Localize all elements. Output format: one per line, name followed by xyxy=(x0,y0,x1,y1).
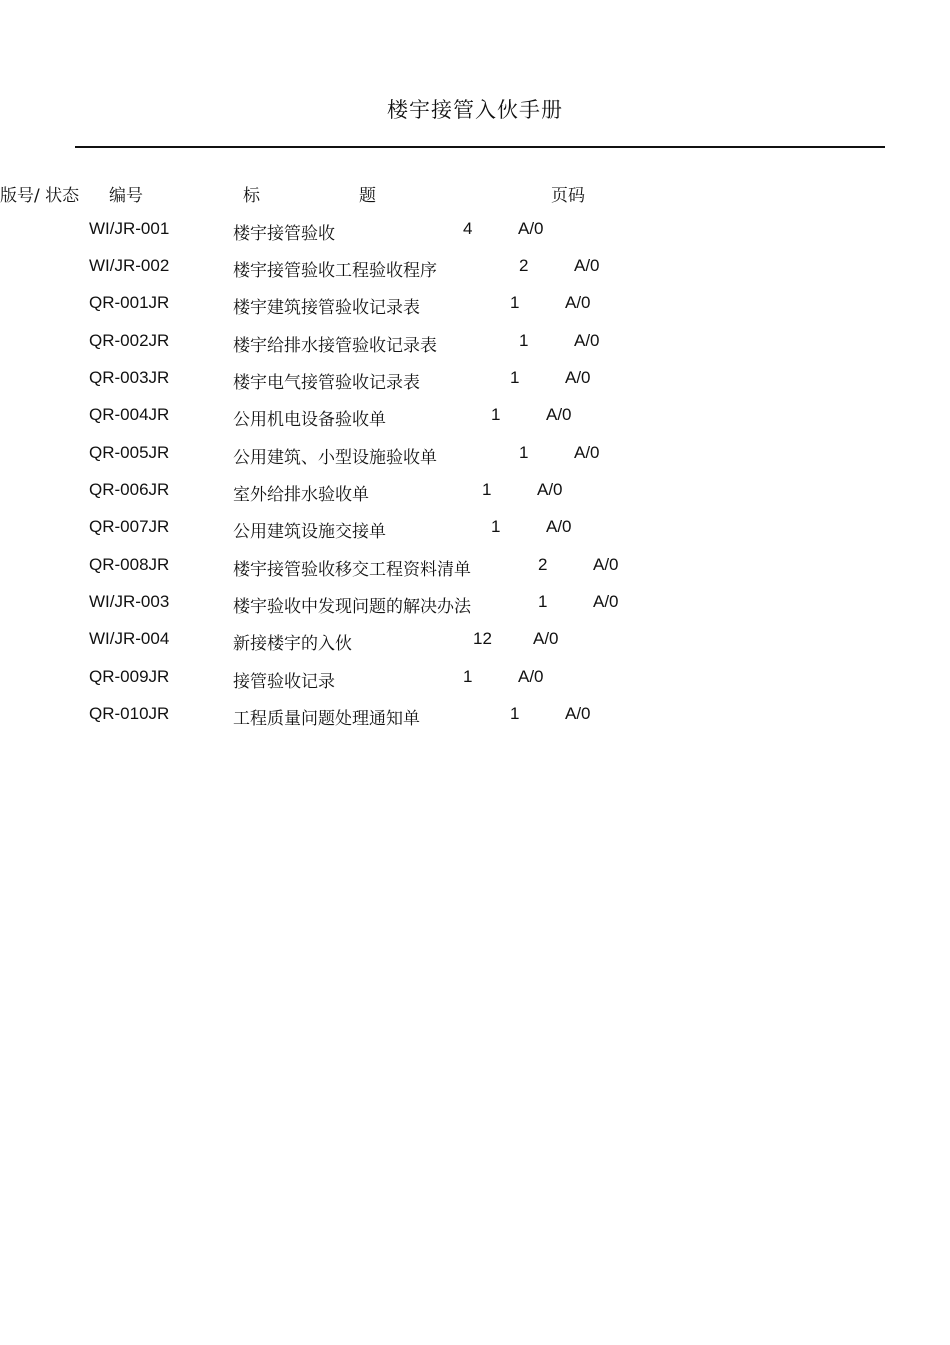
row-title: 工程质量问题处理通知单 xyxy=(233,709,420,729)
row-version: A/0 xyxy=(593,555,619,574)
row-title: 楼宇电气接管验收记录表 xyxy=(233,373,420,393)
row-version: A/0 xyxy=(518,667,544,686)
row-version: A/0 xyxy=(518,219,544,238)
row-page: 1 xyxy=(491,517,501,536)
row-version: A/0 xyxy=(546,405,572,424)
document-title: 楼宇接管入伙手册 xyxy=(387,98,563,122)
header-title-char2: 题 xyxy=(359,186,376,206)
row-version: A/0 xyxy=(565,704,591,723)
header-code: 编号 xyxy=(109,186,143,206)
row-version: A/0 xyxy=(546,517,572,536)
table-row xyxy=(0,704,950,728)
table-row xyxy=(0,555,950,579)
row-code: QR-008JR xyxy=(89,555,170,574)
row-code: QR-007JR xyxy=(89,517,170,536)
row-page: 1 xyxy=(510,704,520,723)
row-code: QR-009JR xyxy=(89,667,170,686)
row-version: A/0 xyxy=(537,480,563,499)
table-row xyxy=(0,368,950,392)
table-row xyxy=(0,219,950,243)
row-code: WI/JR-003 xyxy=(89,592,170,611)
row-page: 1 xyxy=(519,331,529,350)
table-row xyxy=(0,517,950,541)
row-page: 1 xyxy=(510,368,520,387)
table-row xyxy=(0,405,950,429)
row-version: A/0 xyxy=(565,293,591,312)
row-title: 楼宇接管验收 xyxy=(233,224,335,244)
row-page: 2 xyxy=(538,555,548,574)
row-title: 楼宇验收中发现问题的解决办法 xyxy=(233,597,471,617)
row-page: 1 xyxy=(510,293,520,312)
row-code: WI/JR-002 xyxy=(89,256,170,275)
row-page: 1 xyxy=(463,667,473,686)
row-title: 公用建筑、小型设施验收单 xyxy=(233,448,437,468)
row-code: QR-003JR xyxy=(89,368,170,387)
row-code: WI/JR-001 xyxy=(89,219,170,238)
row-page: 2 xyxy=(519,256,529,275)
row-code: WI/JR-004 xyxy=(89,629,170,648)
row-title: 接管验收记录 xyxy=(233,672,335,692)
table-row xyxy=(0,331,950,355)
table-row xyxy=(0,256,950,280)
row-code: QR-001JR xyxy=(89,293,170,312)
row-version: A/0 xyxy=(574,331,600,350)
row-page: 12 xyxy=(473,629,492,648)
row-title: 公用机电设备验收单 xyxy=(233,410,386,430)
table-row xyxy=(0,667,950,691)
row-version: A/0 xyxy=(574,256,600,275)
row-version: A/0 xyxy=(533,629,559,648)
row-page: 1 xyxy=(491,405,501,424)
row-version: A/0 xyxy=(565,368,591,387)
table-row xyxy=(0,293,950,317)
row-title: 室外给排水验收单 xyxy=(233,485,369,505)
row-title: 楼宇建筑接管验收记录表 xyxy=(233,298,420,318)
row-code: QR-002JR xyxy=(89,331,170,350)
title-divider xyxy=(75,146,885,148)
row-title: 楼宇接管验收工程验收程序 xyxy=(233,261,437,281)
row-version: A/0 xyxy=(574,443,600,462)
row-title: 楼宇给排水接管验收记录表 xyxy=(233,336,437,356)
row-page: 1 xyxy=(519,443,529,462)
header-version: 版号/ 状态 xyxy=(0,186,80,206)
row-title: 公用建筑设施交接单 xyxy=(233,522,386,542)
header-title-char1: 标 xyxy=(243,186,260,206)
row-code: QR-006JR xyxy=(89,480,170,499)
row-title: 楼宇接管验收移交工程资料清单 xyxy=(233,560,471,580)
row-page: 1 xyxy=(482,480,492,499)
header-page: 页码 xyxy=(551,186,585,206)
row-code: QR-005JR xyxy=(89,443,170,462)
row-code: QR-010JR xyxy=(89,704,170,723)
row-title: 新接楼宇的入伙 xyxy=(233,634,352,654)
row-page: 1 xyxy=(538,592,548,611)
table-row xyxy=(0,443,950,467)
row-code: QR-004JR xyxy=(89,405,170,424)
table-row xyxy=(0,480,950,504)
row-page: 4 xyxy=(463,219,473,238)
row-version: A/0 xyxy=(593,592,619,611)
table-row xyxy=(0,592,950,616)
table-row xyxy=(0,629,950,653)
